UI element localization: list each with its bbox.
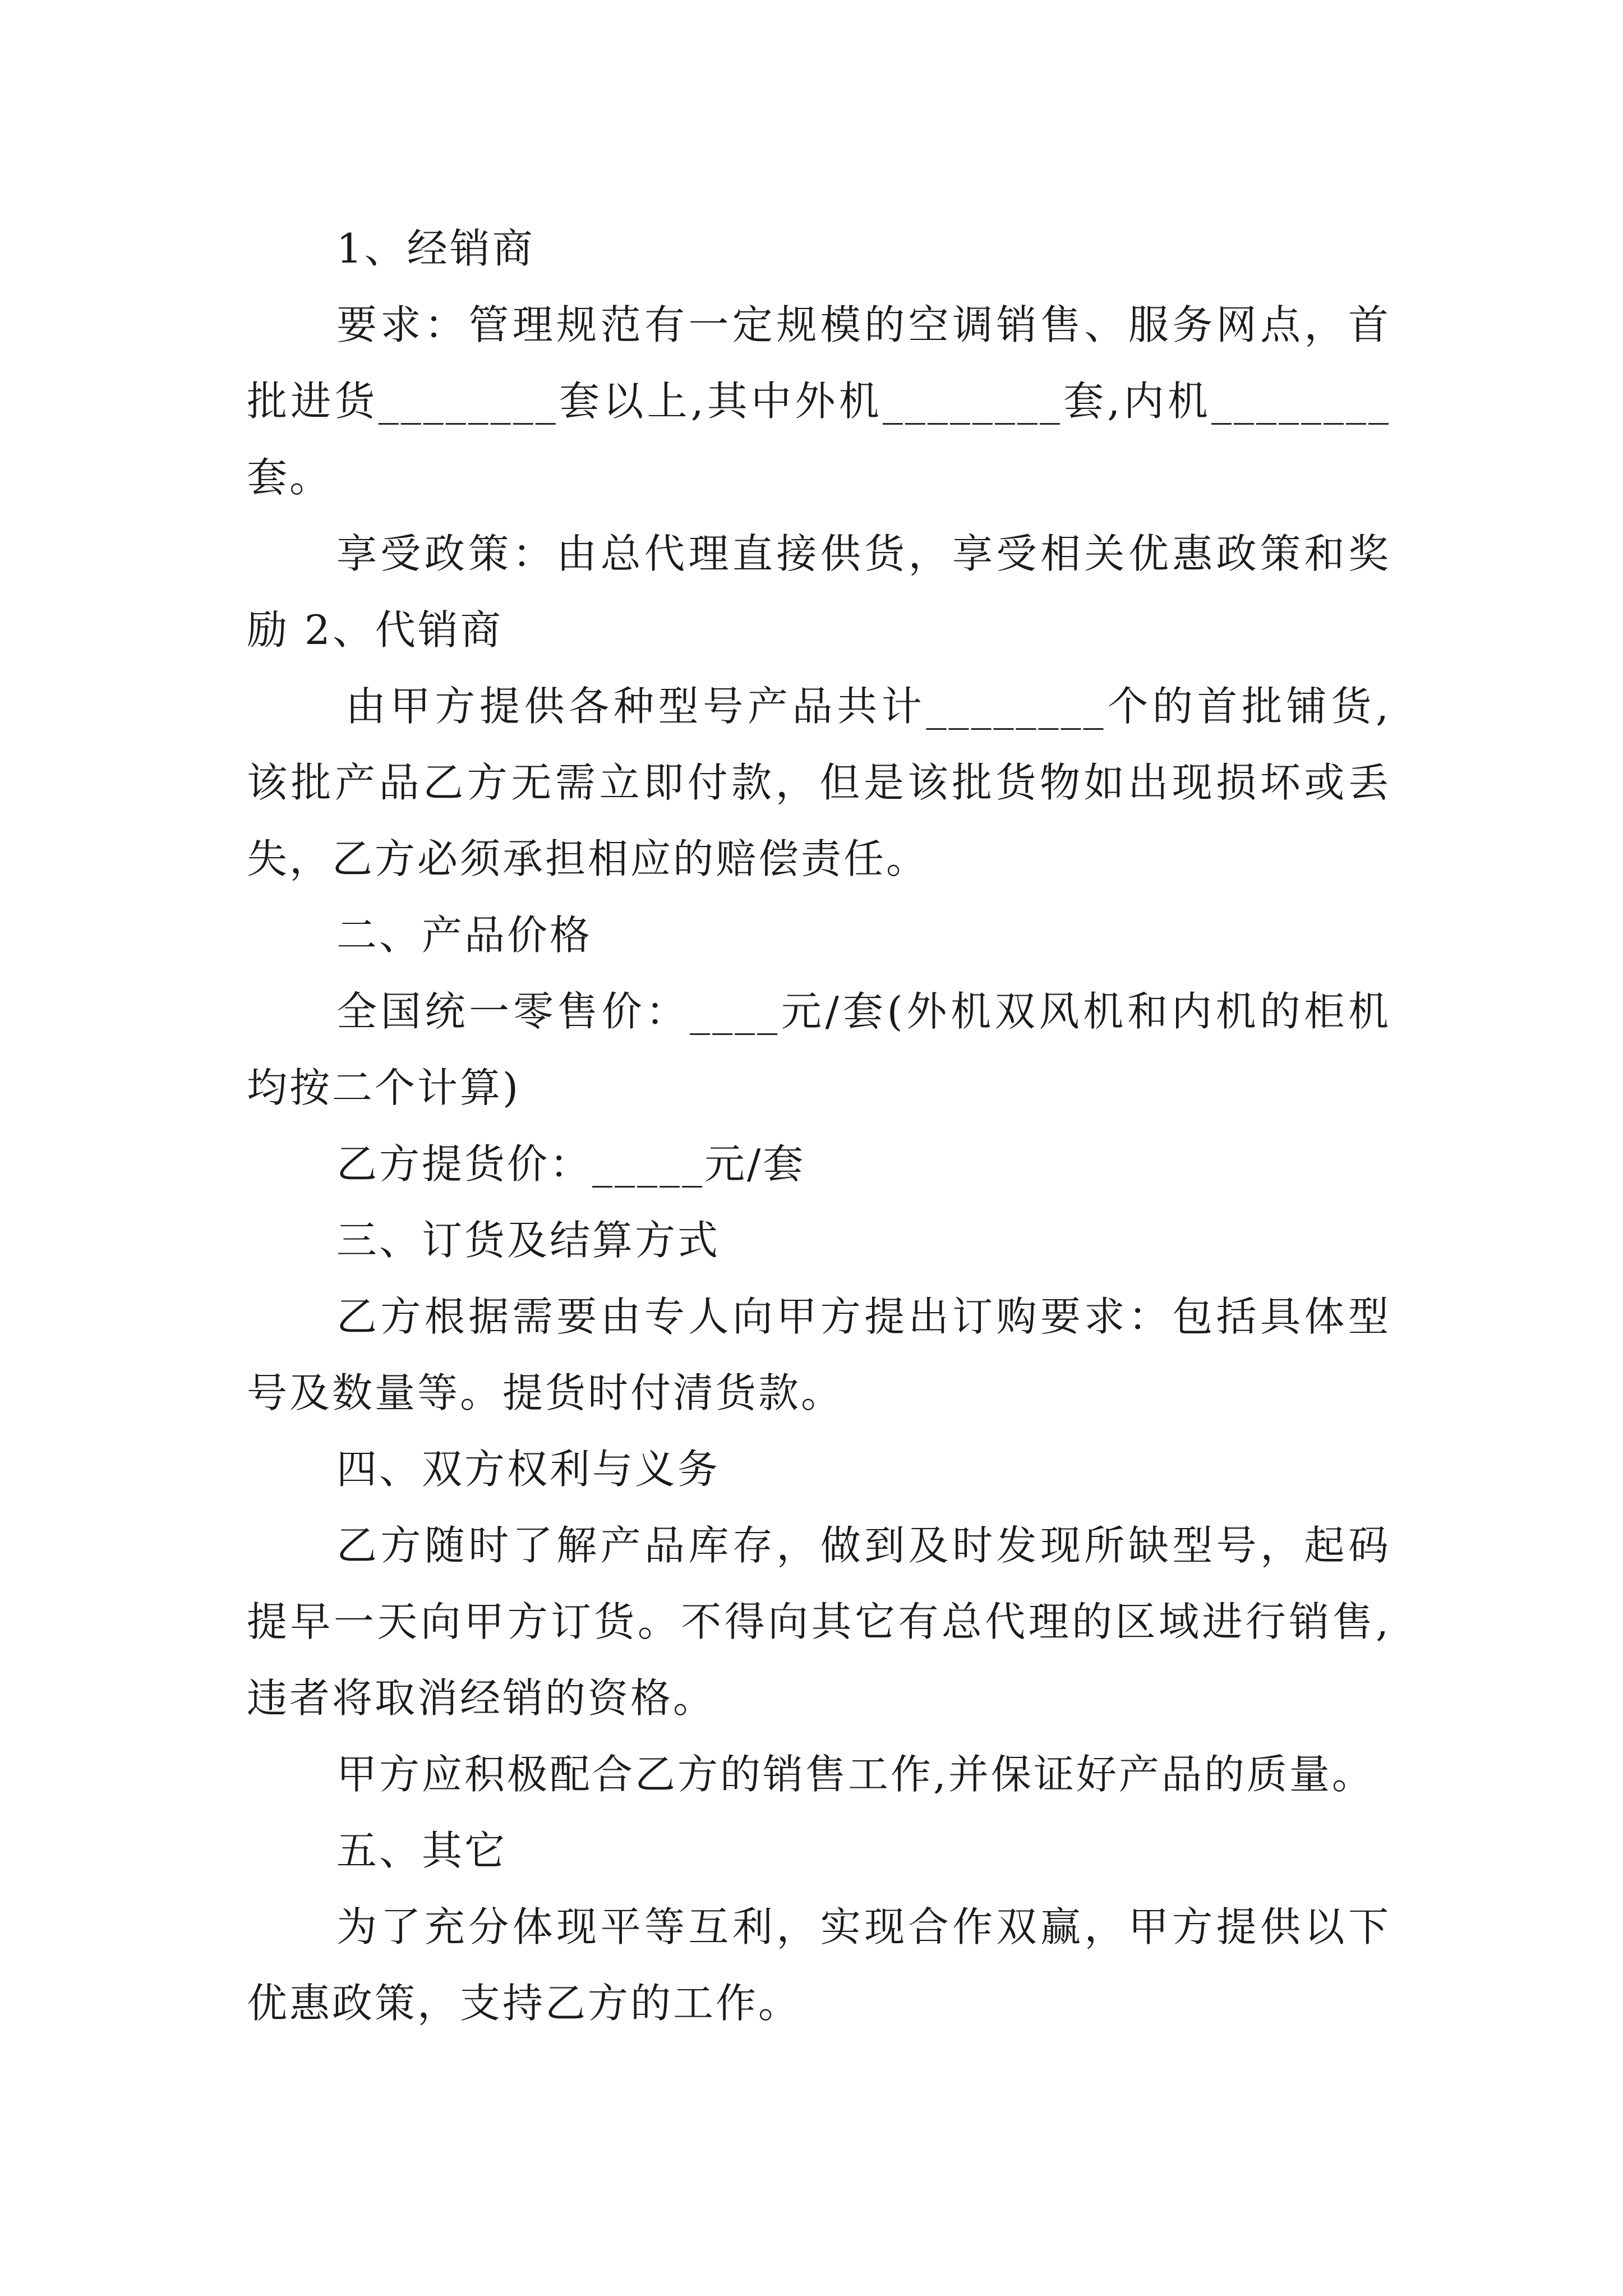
paragraph-consignment: 由甲方提供各种型号产品共计________个的首批铺货,该批产品乙方无需立即付款，但是该批货物如出现损坏或丢失，乙方必须承担相应的赔偿责任。 xyxy=(247,683,1391,882)
heading-rights: 四、双方权利与义务 xyxy=(336,1446,721,1493)
paragraph-policy: 享受政策：由总代理直接供货，享受相关优惠政策和奖励 2、代销商 xyxy=(247,530,1391,654)
heading-product-price: 二、产品价格 xyxy=(336,912,593,959)
heading-other: 五、其它 xyxy=(336,1827,508,1874)
paragraph-ordering: 乙方根据需要由专人向甲方提出订购要求：包括具体型号及数量等。提货时付清货款。 xyxy=(247,1293,1391,1416)
paragraph-preferential: 为了充分体现平等互利，实现合作双赢，甲方提供以下优惠政策，支持乙方的工作。 xyxy=(247,1903,1391,2027)
paragraph-retail-price: 全国统一零售价：____元/套(外机双风机和内机的柜机均按二个计算) xyxy=(247,988,1391,1111)
paragraph-pickup-price: 乙方提货价：_____元/套 xyxy=(336,1140,806,1188)
paragraph-party-b-duties: 乙方随时了解产品库存，做到及时发现所缺型号，起码提早一天向甲方订货。不得向其它有总代理的区域进行销售,违者将取消经销的资格。 xyxy=(247,1522,1391,1722)
heading-ordering: 三、订货及结算方式 xyxy=(336,1217,721,1264)
heading-distributor: 1、经销商 xyxy=(336,225,535,272)
paragraph-party-a-duties: 甲方应积极配合乙方的销售工作,并保证好产品的质量。 xyxy=(336,1751,1375,1798)
document-body xyxy=(247,210,1391,2041)
paragraph-requirements: 要求：管理规范有一定规模的空调销售、服务网点，首批进货________套以上,其中外机________套,内机________套。 xyxy=(247,301,1391,501)
